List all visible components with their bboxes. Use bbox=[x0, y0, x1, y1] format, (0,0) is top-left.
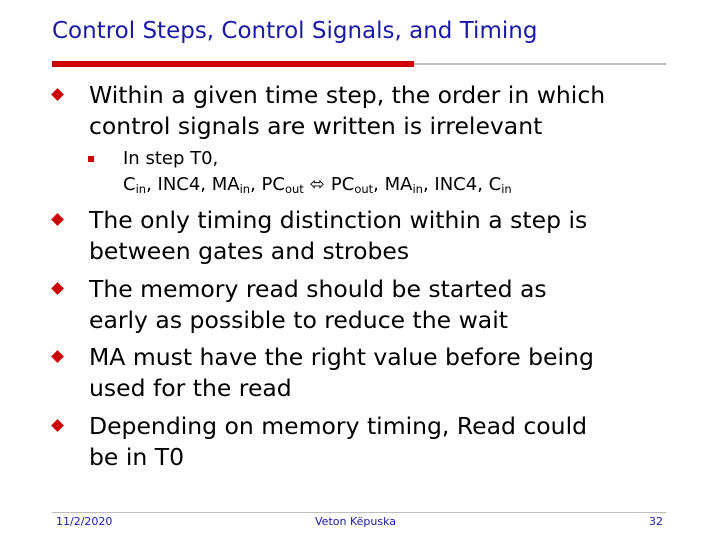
bullet-item bbox=[89, 205, 587, 267]
red-square-icon bbox=[88, 156, 94, 162]
bullet-text: be in T0 bbox=[89, 443, 185, 471]
footer-date: 11/2/2020 bbox=[56, 515, 113, 528]
bullet-item bbox=[89, 411, 587, 473]
bullet-item bbox=[89, 274, 547, 336]
control-signal-sequence: $C_{in}$, INC4, $MA_{in}$, $PC_{out}$ ⬄ $PC_{out}$, $MA_{in}$, INC4, $C_{in}$ bbox=[123, 174, 512, 196]
red-diamond-icon bbox=[51, 419, 64, 432]
bullet-text: Within a given time step, the order in which bbox=[89, 81, 606, 109]
red-diamond-icon bbox=[51, 213, 64, 226]
bullet-text: between gates and strobes bbox=[89, 237, 410, 265]
footer-divider bbox=[52, 512, 666, 513]
page-number: 32 bbox=[649, 515, 663, 528]
red-diamond-icon bbox=[51, 282, 64, 295]
title-accent-bar bbox=[52, 61, 414, 67]
red-diamond-icon bbox=[51, 350, 64, 363]
bullet-text: used for the read bbox=[89, 374, 292, 402]
bullet-item bbox=[89, 80, 605, 142]
red-diamond-icon bbox=[51, 88, 64, 101]
bullet-text: Depending on memory timing, Read could bbox=[89, 412, 588, 440]
bullet-text: early as possible to reduce the wait bbox=[89, 306, 508, 334]
bullet-item bbox=[89, 342, 594, 404]
slide-title: Control Steps, Control Signals, and Timing bbox=[52, 18, 538, 44]
sub-bullet-item bbox=[123, 146, 512, 198]
sub-bullet-text: In step T0, bbox=[123, 148, 219, 169]
bullet-text: control signals are written is irrelevant bbox=[89, 112, 543, 140]
double-arrow-icon: ⬄ bbox=[309, 174, 325, 195]
bullet-text: The memory read should be started as bbox=[89, 275, 547, 303]
bullet-text: The only timing distinction within a step is bbox=[89, 206, 588, 234]
footer-author: Veton Këpuska bbox=[315, 515, 396, 528]
bullet-text: MA must have the right value before being bbox=[89, 343, 594, 371]
